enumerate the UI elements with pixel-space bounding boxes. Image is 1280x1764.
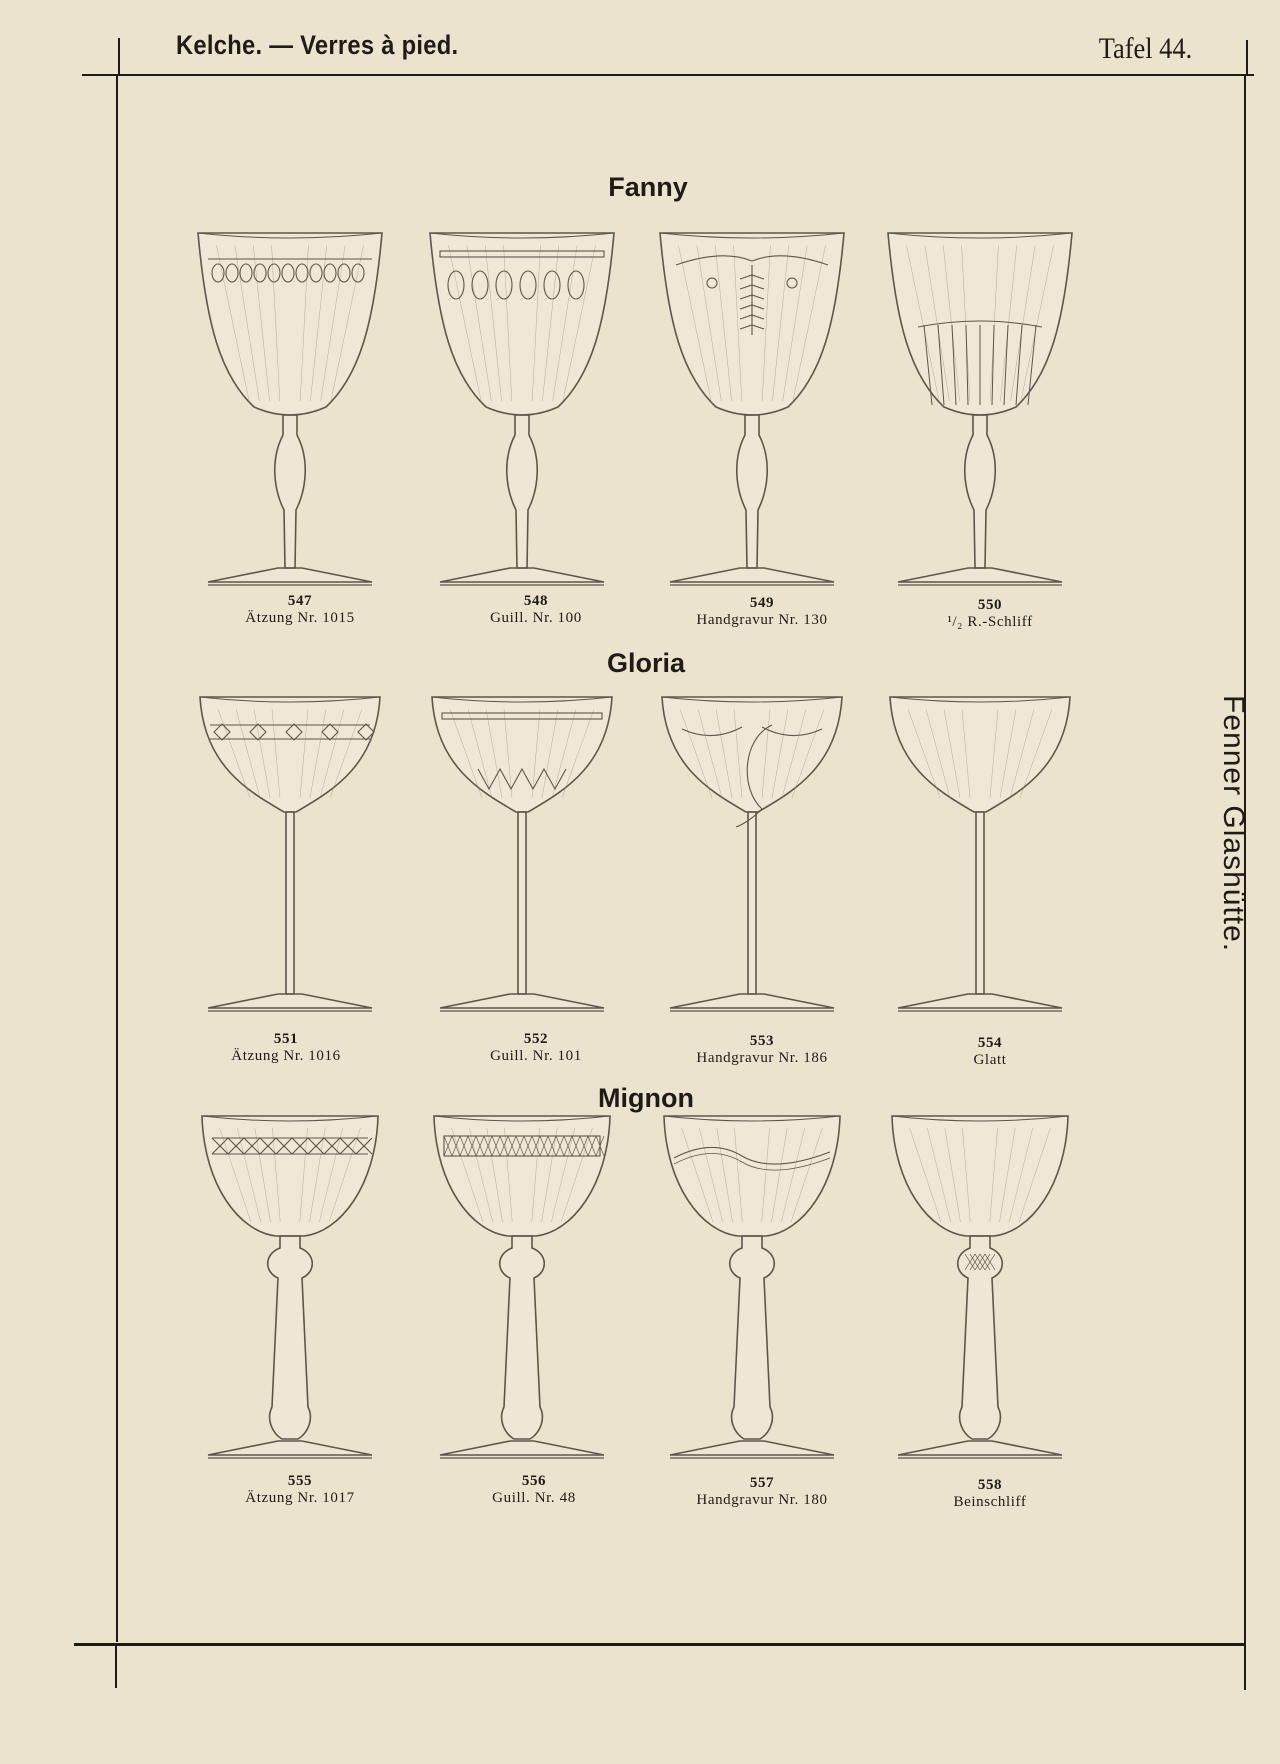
glass-bowl: [664, 1116, 840, 1236]
caption-556: [424, 1473, 644, 1507]
glass-549: [642, 227, 862, 590]
glass-foot: [440, 568, 604, 582]
caption-552: [426, 1031, 646, 1065]
item-description: Guill. Nr. 48: [492, 1490, 576, 1506]
glass-bowl: [430, 233, 614, 415]
item-description: Ätzung Nr. 1015: [245, 610, 355, 626]
caption-551: [176, 1031, 396, 1065]
glass-foot: [670, 994, 834, 1008]
glass-bowl: [202, 1116, 378, 1236]
header-tick-left: [118, 38, 120, 74]
item-description: ¹/₂ R.-Schliff: [947, 614, 1033, 630]
glass-stem: [976, 812, 984, 994]
item-number: 555: [287, 1473, 313, 1489]
header-rule: [82, 74, 1254, 76]
plate-number: Tafel 44.: [1098, 32, 1192, 65]
item-number: 558: [977, 1477, 1003, 1493]
item-number: 552: [523, 1031, 549, 1047]
glass-foot: [898, 568, 1062, 582]
glass-foot: [670, 1441, 834, 1455]
glass-stem: [965, 415, 995, 568]
glass-bowl: [198, 233, 382, 415]
glass-557: [642, 1110, 862, 1463]
glass-foot: [208, 994, 372, 1008]
glass-foot: [208, 1441, 372, 1455]
glass-bowl: [434, 1116, 610, 1236]
glass-stem: [518, 812, 526, 994]
glass-drawing: [642, 1110, 862, 1463]
caption-555: [190, 1473, 410, 1507]
glass-558: [870, 1110, 1090, 1463]
caption-549: [652, 595, 872, 629]
item-number: 549: [749, 595, 775, 611]
page-header-title: Kelche. — Verres à pied.: [176, 30, 459, 60]
glass-554: [870, 691, 1090, 1016]
glass-bowl: [432, 697, 612, 812]
glass-stem: [500, 1236, 545, 1439]
glass-553: [642, 691, 862, 1016]
item-description: Guill. Nr. 101: [490, 1048, 582, 1064]
glass-drawing: [642, 227, 862, 590]
glass-foot: [898, 994, 1062, 1008]
glass-drawing: [870, 1110, 1090, 1463]
caption-557: [652, 1475, 872, 1509]
caption-558: [880, 1477, 1100, 1511]
frame-left: [116, 76, 118, 1642]
glass-stem: [286, 812, 294, 994]
glass-foot: [440, 1441, 604, 1455]
item-description: Glatt: [973, 1052, 1007, 1068]
glass-drawing: [870, 691, 1090, 1016]
glass-foot: [670, 568, 834, 582]
glass-drawing: [412, 1110, 632, 1463]
caption-553: [652, 1033, 872, 1067]
glass-stem: [730, 1236, 775, 1439]
glass-foot: [440, 994, 604, 1008]
glass-bowl: [890, 697, 1070, 812]
item-number: 547: [287, 593, 313, 609]
footer-tick-left: [115, 1646, 117, 1688]
item-description: Beinschliff: [953, 1494, 1027, 1510]
glass-foot: [898, 1441, 1062, 1455]
glass-stem: [748, 812, 756, 994]
item-number: 556: [521, 1473, 547, 1489]
glass-foot: [208, 568, 372, 582]
glass-547: [180, 227, 400, 590]
glass-stem: [268, 1236, 313, 1439]
section-title-mignon: Mignon: [598, 1083, 694, 1113]
glass-drawing: [180, 227, 400, 590]
glass-drawing: [870, 227, 1090, 590]
glass-drawing: [412, 691, 632, 1016]
item-description: Guill. Nr. 100: [490, 610, 582, 626]
caption-554: [880, 1035, 1100, 1069]
glass-552: [412, 691, 632, 1016]
item-number: 557: [749, 1475, 775, 1491]
item-description: Handgravur Nr. 130: [696, 612, 828, 628]
glass-drawing: [642, 691, 862, 1016]
item-number: 550: [977, 597, 1003, 613]
glass-555: [180, 1110, 400, 1463]
glass-drawing: [180, 1110, 400, 1463]
glass-stem: [507, 415, 537, 568]
item-number: 554: [977, 1035, 1003, 1051]
item-number: 553: [749, 1033, 775, 1049]
footer-rule: [74, 1643, 1246, 1646]
glass-stem: [958, 1236, 1003, 1439]
item-number: 548: [523, 593, 549, 609]
caption-547: [190, 593, 410, 627]
item-description: Ätzung Nr. 1016: [231, 1048, 341, 1064]
caption-550: [880, 597, 1100, 631]
glass-drawing: [412, 227, 632, 590]
glass-bowl: [200, 697, 380, 812]
glass-556: [412, 1110, 632, 1463]
section-title-fanny: Fanny: [608, 172, 688, 202]
glass-550: [870, 227, 1090, 590]
glass-548: [412, 227, 632, 590]
header-tick-right: [1246, 40, 1248, 74]
glass-bowl: [892, 1116, 1068, 1236]
item-number: 551: [273, 1031, 299, 1047]
glass-stem: [275, 415, 305, 568]
glass-stem: [737, 415, 767, 568]
section-title-gloria: Gloria: [606, 648, 686, 678]
item-description: Handgravur Nr. 186: [696, 1050, 828, 1066]
glass-drawing: [180, 691, 400, 1016]
caption-548: [426, 593, 646, 627]
item-description: Handgravur Nr. 180: [696, 1492, 828, 1508]
glass-551: [180, 691, 400, 1016]
item-description: Ätzung Nr. 1017: [245, 1490, 355, 1506]
manufacturer-label: Fenner Glashütte.: [1217, 695, 1250, 953]
